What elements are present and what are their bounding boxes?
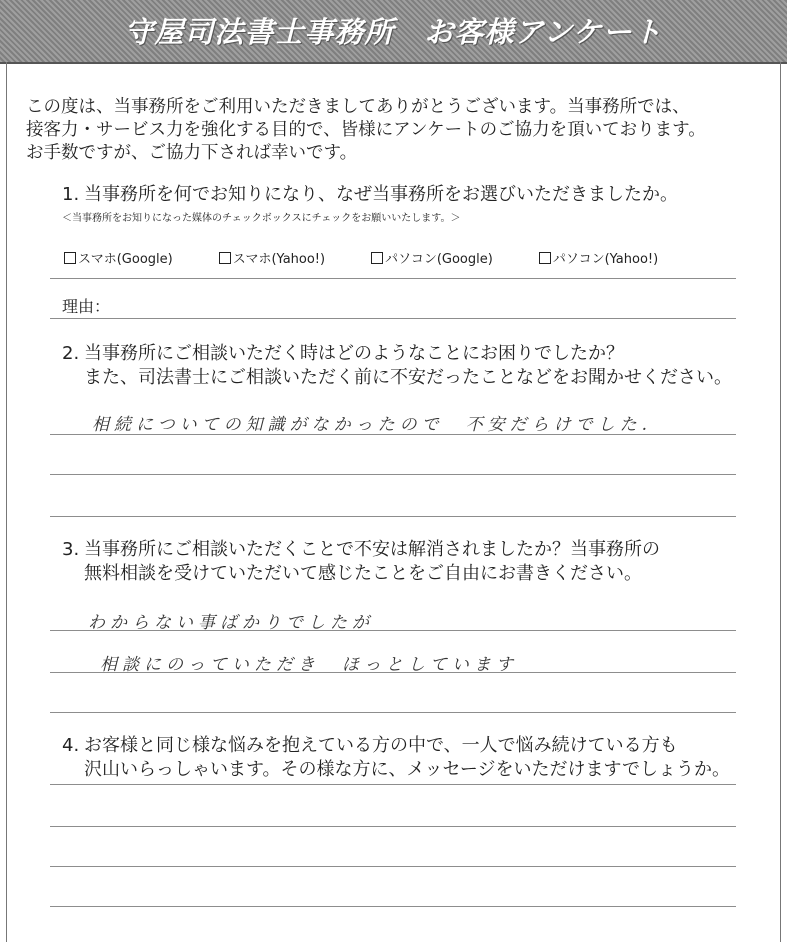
checkbox-box[interactable] — [539, 252, 551, 264]
intro-line: お手数ですが、ご協力下されば幸いです。 — [26, 143, 358, 163]
question-text-line2: また、司法書士にご相談いただく前に不安だったことなどをお聞かせください。 — [84, 367, 732, 388]
question-number: 4. — [62, 735, 80, 756]
checkbox-box[interactable] — [64, 252, 76, 264]
checkbox-pc-yahoo[interactable]: パソコン(Yahoo!) — [539, 248, 658, 267]
answer-line — [50, 826, 736, 827]
intro-line: 接客力・サービス力を強化する目的で、皆様にアンケートのご協力を頂いております。 — [26, 120, 706, 140]
answer-line — [50, 474, 736, 475]
checkbox-smartphone-google[interactable]: スマホ(Google) — [64, 248, 173, 267]
question-1-note: ＜当事務所をお知りになった媒体のチェックボックスにチェックをお願いいたします。＞ — [62, 213, 461, 224]
reason-label: 理由： — [62, 297, 111, 316]
intro-text — [26, 96, 776, 165]
question-text-line2: 無料相談を受けていただいて感じたことをご自由にお書きください。 — [84, 563, 642, 584]
checkbox-smartphone-yahoo[interactable]: スマホ(Yahoo!) — [219, 248, 325, 267]
answer-line — [50, 906, 736, 907]
intro-line: この度は、当事務所をご利用いただきましてありがとうございます。当事務所では、 — [26, 97, 690, 117]
question-4 — [62, 734, 730, 782]
question-3 — [62, 538, 660, 586]
answer-line — [50, 630, 736, 631]
question-text: 当事務所にご相談いただくことで不安は解消されましたか？当事務所の — [84, 539, 660, 560]
checkbox-pc-google[interactable]: パソコン(Google) — [371, 248, 493, 267]
handwritten-answer: わからない事ばかりでしたが — [88, 613, 374, 633]
answer-line — [50, 318, 736, 319]
question-2 — [62, 342, 732, 390]
question-number: 1. — [62, 184, 80, 205]
question-1 — [62, 183, 678, 207]
answer-line — [50, 712, 736, 713]
question-text: 当事務所を何でお知りになり、なぜ当事務所をお選びいただきましたか。 — [84, 184, 678, 205]
handwritten-answer: 相続についての知識がなかったので 不安だらけでした. — [92, 415, 653, 435]
answer-line — [50, 516, 736, 517]
question-number: 3. — [62, 539, 80, 560]
checkbox-box[interactable] — [219, 252, 231, 264]
answer-line — [50, 866, 736, 867]
handwritten-answer: 相談にのっていただき ほっとしています — [100, 655, 518, 675]
survey-title: 守屋司法書士事務所 お客様アンケート — [124, 15, 663, 49]
survey-header — [0, 0, 787, 64]
question-text: 当事務所にご相談いただく時はどのようなことにお困りでしたか？ — [84, 343, 624, 364]
question-number: 2. — [62, 343, 80, 364]
question-text: お客様と同じ様な悩みを抱えている方の中で、一人で悩み続けている方も — [84, 735, 678, 756]
answer-line — [50, 278, 736, 279]
answer-line — [50, 672, 736, 673]
media-checkboxes — [64, 248, 658, 267]
answer-line — [50, 784, 736, 785]
checkbox-box[interactable] — [371, 252, 383, 264]
answer-line — [50, 434, 736, 435]
question-text-line2: 沢山いらっしゃいます。その様な方に、メッセージをいただけますでしょうか。 — [84, 759, 731, 780]
